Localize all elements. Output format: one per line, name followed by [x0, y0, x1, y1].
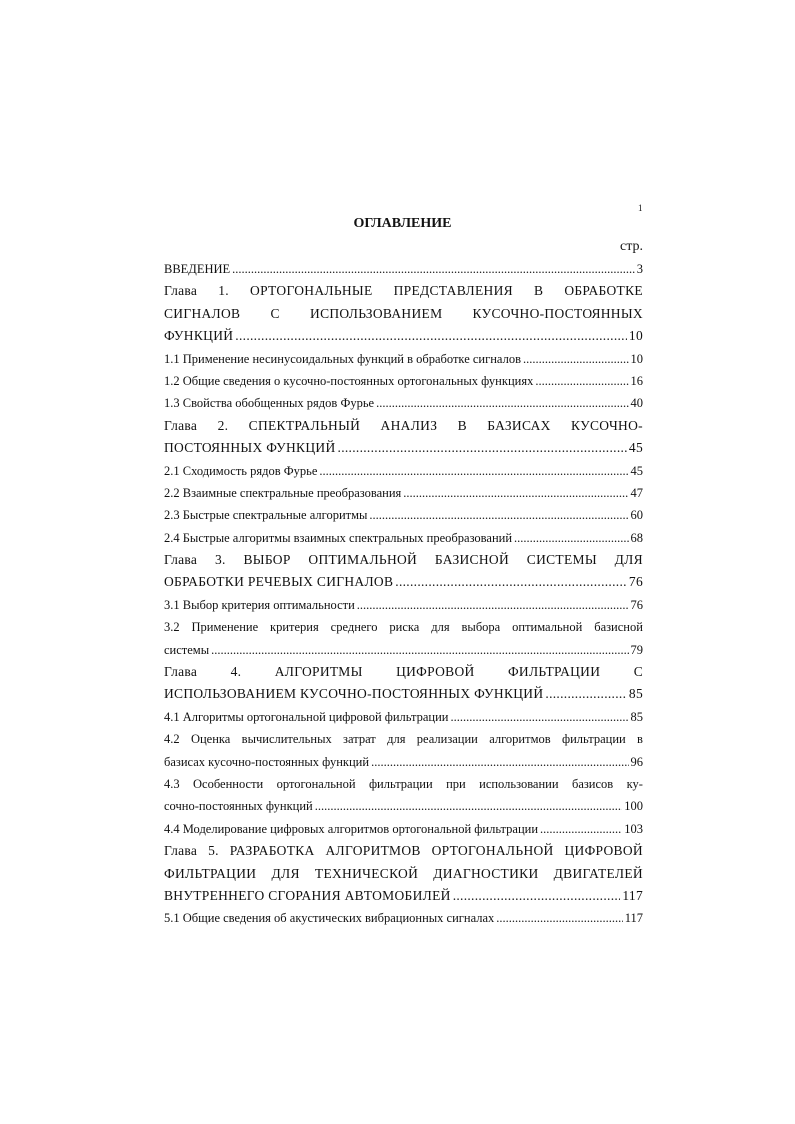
toc-word: Глава — [164, 552, 198, 568]
toc-entry-text: ИСПОЛЬЗОВАНИЕМ КУСОЧНО-ПОСТОЯННЫХ ФУНКЦИЙ — [164, 686, 544, 702]
toc-word: риска — [389, 620, 420, 635]
dot-leader — [403, 482, 628, 504]
toc-word: КУСОЧНО- — [571, 417, 643, 433]
toc-word: АЛГОРИТМЫ — [274, 664, 363, 680]
dot-leader — [371, 751, 628, 773]
toc-entry-text: 2.1 Сходимость рядов Фурье — [164, 463, 318, 478]
toc-section — [164, 773, 643, 818]
toc-section — [164, 504, 643, 526]
dot-leader — [376, 392, 628, 414]
toc-word: КУСОЧНО-ПОСТОЯННЫХ — [472, 305, 643, 321]
toc-entry-text: 1.2 Общие сведения о кусочно-постоянных ортогональных функциях — [164, 373, 534, 388]
dot-leader — [232, 258, 635, 280]
toc-word: ОПТИМАЛЬНОЙ — [308, 552, 418, 568]
toc-line — [164, 885, 643, 907]
toc-section — [164, 482, 643, 504]
toc-word: ПРЕДСТАВЛЕНИЯ — [393, 283, 513, 299]
toc-entry-text: 2.4 Быстрые алгоритмы взаимных спектральных преобразований — [164, 530, 513, 545]
toc-word: 1. — [218, 283, 229, 299]
toc-page-number: 47 — [630, 485, 643, 500]
toc-word: Оценка — [190, 732, 231, 747]
toc-word: Глава — [164, 283, 198, 299]
toc-word: С — [270, 305, 280, 321]
toc-entry-text: сочно-постоянных функций — [164, 799, 313, 814]
toc-word: 3. — [214, 552, 226, 568]
toc-line — [164, 863, 643, 885]
toc-entry-text: 3.1 Выбор критерия оптимальности — [164, 597, 355, 612]
toc-page-number: 79 — [630, 642, 643, 657]
toc-entry-text: 1.1 Применение несинусоидальных функций в обработке сигналов — [164, 351, 521, 366]
toc-page-number: 40 — [630, 396, 643, 411]
toc-line — [164, 639, 643, 661]
toc-word: ОБРАБОТКЕ — [564, 283, 643, 299]
toc-word: оптимальной — [512, 620, 583, 635]
toc-section — [164, 460, 643, 482]
toc-word: фильтрации — [561, 732, 626, 747]
toc-word: затрат — [343, 732, 376, 747]
toc-line — [164, 280, 643, 302]
toc-word: 4.2 — [164, 732, 180, 747]
toc-word: ВЫБОР — [243, 552, 291, 568]
toc-line — [164, 773, 643, 795]
toc-entry-text: 5.1 Общие сведения об акустических вибрационных сигналах — [164, 911, 495, 926]
toc-line — [164, 818, 643, 840]
toc-word: В — [533, 283, 544, 299]
toc-word: ФИЛЬТРАЦИИ — [507, 664, 601, 680]
toc-line — [164, 795, 643, 817]
toc-chapter — [164, 280, 643, 347]
toc-section — [164, 616, 643, 661]
toc-word: 4. — [230, 664, 242, 680]
toc-page-number: 85 — [630, 709, 643, 724]
toc-word: СИГНАЛОВ — [164, 305, 241, 321]
toc-word: Особенности — [193, 776, 264, 791]
toc-entry-text: 4.4 Моделирование цифровых алгоритмов ортогональной фильтрации — [164, 821, 539, 836]
toc-line — [164, 370, 643, 392]
toc-word: критерия — [270, 620, 319, 635]
toc-entry-text: 2.3 Быстрые спектральные алгоритмы — [164, 508, 368, 523]
toc-word: СПЕКТРАЛЬНЫЙ — [248, 417, 361, 433]
toc-page-number: 76 — [630, 597, 643, 612]
toc-word: базисов — [571, 776, 614, 791]
toc-word: вычислительных — [241, 732, 332, 747]
toc-line — [164, 325, 643, 347]
toc-entry-text: 2.2 Взаимные спектральные преобразования — [164, 485, 402, 500]
toc-page-number: 96 — [630, 754, 643, 769]
toc-entry-text: 4.1 Алгоритмы ортогональной цифровой фильтрации — [164, 709, 449, 724]
toc-entry-text: базисах кусочно-постоянных функций — [164, 754, 370, 769]
pages-column-label: стр. — [619, 239, 643, 254]
toc-word: СИСТЕМЫ — [526, 552, 597, 568]
toc-word: ку- — [626, 776, 643, 791]
toc-word: ДЛЯ — [271, 865, 300, 881]
toc-line — [164, 751, 643, 773]
toc-chapter — [164, 840, 643, 907]
dot-leader — [395, 571, 627, 593]
toc-page-number: 3 — [636, 262, 643, 276]
toc-word: С — [633, 664, 643, 680]
dot-leader — [535, 370, 628, 392]
toc-page-number: 60 — [630, 508, 643, 523]
toc-page-number: 10 — [630, 351, 643, 366]
toc-chapter — [164, 661, 643, 706]
dot-leader — [523, 348, 629, 370]
dot-leader — [451, 706, 629, 728]
toc-section — [164, 706, 643, 728]
toc-page-number: 68 — [630, 530, 643, 545]
dot-leader — [315, 795, 623, 817]
toc-word: Применение — [191, 620, 259, 635]
toc-word: Глава — [164, 843, 198, 859]
toc-line — [164, 392, 643, 414]
toc-line — [164, 527, 643, 549]
toc-word: для — [431, 620, 450, 635]
toc-word: ФИЛЬТРАЦИИ — [164, 865, 257, 881]
toc-word: фильтрации — [368, 776, 433, 791]
toc-line — [164, 258, 643, 280]
toc-chapter — [164, 415, 643, 460]
dot-leader — [235, 325, 627, 347]
toc-word: 3.2 — [164, 620, 180, 635]
toc-line — [164, 907, 643, 929]
dot-leader — [514, 527, 628, 549]
toc-word: ЦИФРОВОЙ — [396, 664, 475, 680]
dot-leader — [369, 504, 628, 526]
toc-line — [164, 415, 643, 437]
toc-section — [164, 818, 643, 840]
toc-page-number: 16 — [630, 373, 643, 388]
toc-word: использовании — [479, 776, 559, 791]
toc-section — [164, 728, 643, 773]
toc-line — [164, 504, 643, 526]
toc-word: Глава — [164, 417, 198, 433]
toc-section — [164, 392, 643, 414]
toc-word: для — [387, 732, 406, 747]
toc-entry-text: системы — [164, 642, 210, 657]
toc-line — [164, 482, 643, 504]
toc-word: ортогональной — [276, 776, 356, 791]
page-number: 1 — [638, 203, 643, 213]
toc-line — [164, 616, 643, 638]
toc-section — [164, 594, 643, 616]
toc-section — [164, 258, 643, 280]
toc-line — [164, 549, 643, 571]
toc-word: БАЗИСАХ — [487, 417, 551, 433]
dot-leader — [496, 907, 622, 929]
toc-line — [164, 706, 643, 728]
dot-leader — [211, 639, 628, 661]
toc-entry-text: ФУНКЦИЙ — [164, 328, 234, 344]
toc-word: ОРТОГОНАЛЬНЫЕ — [250, 283, 373, 299]
toc-page-number: 45 — [630, 463, 643, 478]
toc-section — [164, 907, 643, 929]
toc-line — [164, 348, 643, 370]
toc-word: ТЕХНИЧЕСКОЙ — [314, 865, 419, 881]
toc-line — [164, 594, 643, 616]
page-title: ОГЛАВЛЕНИЕ — [353, 216, 452, 231]
toc-page-number: 117 — [624, 911, 643, 926]
toc-word: АНАЛИЗ — [380, 417, 438, 433]
toc-page-number: 85 — [628, 686, 643, 702]
toc-word: ДВИГАТЕЛЕЙ — [553, 865, 643, 881]
dot-leader — [453, 885, 621, 907]
toc-entry-text: ВВЕДЕНИЕ — [164, 262, 231, 276]
toc-word: базисной — [594, 620, 643, 635]
toc-word: АЛГОРИТМОВ — [325, 843, 421, 859]
dot-leader — [319, 460, 628, 482]
toc-word: В — [457, 417, 467, 433]
toc-page-number: 10 — [628, 328, 643, 344]
toc-word: среднего — [330, 620, 378, 635]
toc-page-number: 45 — [628, 440, 643, 456]
toc-word: РАЗРАБОТКА — [229, 843, 315, 859]
toc-section — [164, 527, 643, 549]
toc-line — [164, 840, 643, 862]
toc-section — [164, 348, 643, 370]
toc-section — [164, 370, 643, 392]
toc-line — [164, 683, 643, 705]
toc-line — [164, 303, 643, 325]
toc-entry-text: ПОСТОЯННЫХ ФУНКЦИЙ — [164, 440, 336, 456]
table-of-contents — [164, 258, 643, 930]
dot-leader — [357, 594, 629, 616]
toc-word: Глава — [164, 664, 198, 680]
dot-leader — [545, 683, 626, 705]
toc-word: ЦИФРОВОЙ — [564, 843, 643, 859]
toc-word: 5. — [208, 843, 219, 859]
toc-line — [164, 437, 643, 459]
toc-entry-text: ОБРАБОТКИ РЕЧЕВЫХ СИГНАЛОВ — [164, 574, 394, 590]
toc-word: БАЗИСНОЙ — [434, 552, 510, 568]
toc-page-number: 76 — [628, 574, 643, 590]
toc-page-number: 103 — [624, 821, 643, 836]
toc-word: алгоритмов — [489, 732, 551, 747]
toc-word: реализации — [416, 732, 478, 747]
dot-leader — [338, 437, 627, 459]
toc-word: при — [446, 776, 466, 791]
toc-word: ИСПОЛЬЗОВАНИЕМ — [310, 305, 443, 321]
toc-word: ДИАГНОСТИКИ — [433, 865, 539, 881]
toc-page-number: 117 — [622, 887, 643, 903]
toc-word: ОРТОГОНАЛЬНОЙ — [431, 843, 554, 859]
toc-word: выбора — [461, 620, 501, 635]
toc-line — [164, 728, 643, 750]
toc-entry-text: 1.3 Свойства обобщенных рядов Фурье — [164, 396, 375, 411]
toc-page-number: 100 — [624, 799, 643, 814]
toc-entry-text: ВНУТРЕННЕГО СГОРАНИЯ АВТОМОБИЛЕЙ — [164, 887, 451, 903]
toc-word: 4.3 — [164, 776, 180, 791]
toc-word: ДЛЯ — [614, 552, 643, 568]
toc-line — [164, 571, 643, 593]
dot-leader — [540, 818, 622, 840]
toc-line — [164, 460, 643, 482]
toc-word: в — [637, 732, 643, 747]
toc-chapter — [164, 549, 643, 594]
toc-line — [164, 661, 643, 683]
toc-word: 2. — [217, 417, 229, 433]
